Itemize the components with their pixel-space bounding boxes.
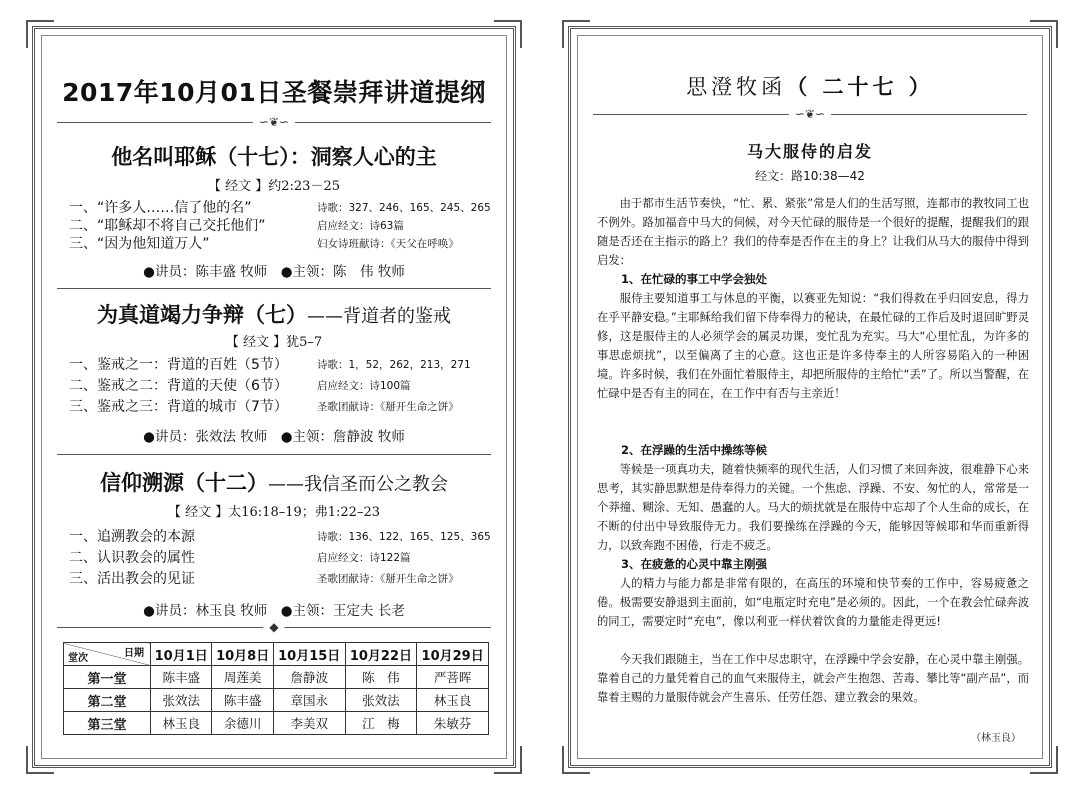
table-cell: 陈丰盛 bbox=[151, 666, 212, 689]
flourish-icon: ∽❦∽ bbox=[789, 107, 831, 121]
article-heading: 3、在疲惫的心灵中靠主刚强 bbox=[621, 557, 768, 571]
sermon-3-choir-anthem: 圣歌团献诗：《掰开生命之饼》 bbox=[317, 573, 459, 585]
article-paragraph: 人的精力与能力都是非常有限的，在高压的环境和快节奏的工作中，容易疲惫之倦。极需要安静退到主面前，如“电瓶定时充电”是必须的。因此，一个在教会忙碌奔波的同工，需要定时“充电”，像以利亚一样伏着饮食的力量能走得更远! bbox=[597, 577, 1029, 628]
sermon-2-responsive-reading: 启应经文：诗100篇 bbox=[317, 380, 411, 392]
date-header: 10月15日 bbox=[273, 643, 345, 666]
sermon-3-responsive-reading: 启应经文：诗122篇 bbox=[317, 552, 411, 564]
bulletin-title: 2017年10月01日圣餐崇拜讲道提纲 bbox=[62, 78, 486, 107]
sermon-2-point-3: 三、鉴戒之三：背道的城市（7节） bbox=[69, 399, 288, 415]
sermon-1-point-2: 二、“耶稣却不将自己交托他们” bbox=[69, 218, 266, 234]
sermon-2-subtitle: ——背道者的鉴戒 bbox=[307, 306, 451, 327]
article-paragraph: 等候是一项真功夫，随着快频率的现代生活，人们习惯了来回奔波，很难静下心来思考，其实静思默想是侍奉得力的关键。一个焦虑、浮躁、不安、匆忙的人，常常是一个莽撞、糊涂、无知、愚蠢的人。马大的烦扰就是在服侍中忘却了个人生命的成长，在不断的付出中导致服侍无力。我们要操练在浮躁的今天，能够因等候耶和华而重新得力，以致奔跑不困倦，行走不疲乏。 bbox=[597, 463, 1029, 552]
article-paragraph: 服侍主要知道事工与休息的平衡，以赛亚先知说：“我们得救在乎归回安息，得力在乎平静安稳。”主耶稣给我们留下侍奉得力的秘诀，在最忙碌的工作后及时退回旷野灵修，这是服侍主的人必须学会的属灵功课，变忙乱为充实。马大“心里忙乱，为许多的事思虑烦扰”，以至偏离了主的心意。这也正是许多侍奉主的人所容易陷入的一种困境。许多时候，我们在外面忙着服侍主，却把所服侍的主给忙“丢”了。所以当警醒，在忙碌中是否有主的同在，在工作中有否与主亲近！ bbox=[597, 292, 1029, 400]
table-cell: 林玉良 bbox=[417, 689, 489, 712]
ornament-divider bbox=[57, 117, 491, 129]
sermon-1-scripture: 【 经文 】约2:23－25 bbox=[208, 179, 340, 194]
column-number: （ 二十七 ） bbox=[786, 75, 934, 99]
table-cell: 陈丰盛 bbox=[212, 689, 273, 712]
sermon-2-title-text: 为真道竭力争辩（七） bbox=[97, 303, 307, 327]
sermon-1-hymns: 诗歌：327、246、165、245、265 bbox=[317, 202, 491, 214]
corner-ornament bbox=[562, 746, 590, 774]
sermon-2-choir-anthem: 圣歌团献诗：《掰开生命之饼》 bbox=[317, 401, 459, 413]
sermon-3-title-text: 信仰溯源（十二） bbox=[100, 471, 268, 495]
flourish-icon: ∽❦∽ bbox=[253, 115, 295, 129]
corner-ornament bbox=[26, 20, 54, 48]
column-title bbox=[571, 71, 1049, 101]
sermon-3-hymns: 诗歌：136、122、165、125、365 bbox=[317, 531, 491, 543]
sermon-3-title bbox=[35, 467, 513, 497]
table-cell: 张效法 bbox=[345, 689, 417, 712]
date-header: 10月1日 bbox=[151, 643, 212, 666]
article-title: 马大服侍的启发 bbox=[746, 142, 873, 161]
sermon-2-point-1: 一、鉴戒之一：背道的百姓（5节） bbox=[69, 357, 288, 373]
corner-ornament bbox=[1030, 20, 1058, 48]
table-header-row bbox=[64, 643, 489, 666]
table-cell: 章国永 bbox=[273, 689, 345, 712]
table-row bbox=[64, 712, 489, 735]
corner-ornament bbox=[494, 746, 522, 774]
sermon-2-title bbox=[35, 299, 513, 329]
sermon-3-scripture: 【 经文 】太16:18–19；弗1:22–23 bbox=[167, 505, 380, 520]
article-heading: 2、在浮躁的生活中操练等候 bbox=[621, 443, 768, 457]
sermon-2-hymns: 诗歌：1，52，262，213，271 bbox=[317, 359, 471, 371]
sermon-2-point-2: 二、鉴戒之二：背道的天使（6节） bbox=[69, 378, 288, 394]
ornament-divider bbox=[593, 109, 1027, 121]
date-header: 10月29日 bbox=[417, 643, 489, 666]
column-title-text: 思澄牧函 bbox=[686, 75, 787, 99]
corner-service-label: 堂次 bbox=[68, 653, 88, 664]
table-cell: 朱敏芬 bbox=[417, 712, 489, 735]
divider-line bbox=[57, 449, 491, 461]
sermon-1-title bbox=[35, 141, 513, 171]
table-cell: 严菩晖 bbox=[417, 666, 489, 689]
corner-date-label: 日期 bbox=[124, 648, 144, 659]
sermon-1-point-1: 一、“许多人……信了他的名” bbox=[69, 200, 252, 216]
sermon-1-speaker: ●讲员：陈丰盛 牧师 ●主领：陈 伟 牧师 bbox=[143, 264, 405, 280]
table-row bbox=[64, 666, 489, 689]
divider-line bbox=[57, 283, 491, 295]
table-cell: 陈 伟 bbox=[345, 666, 417, 689]
article-paragraph: 由于都市生活节奏快，“忙、累、紧张”常是人们的生活写照，连都市的教牧同工也不例外。路加福音中马大的伺候，对今天忙碌的服侍是一个很好的提醒，提醒我们的跟随是否还在主指示的路上？我们的侍奉是否作在主的身上？让我们从马大的服侍中得到启发： bbox=[597, 197, 1029, 267]
table-row bbox=[64, 689, 489, 712]
date-header: 10月8日 bbox=[212, 643, 273, 666]
table-cell: 周莲美 bbox=[212, 666, 273, 689]
sermon-1-responsive-reading: 启应经文：诗63篇 bbox=[317, 220, 404, 232]
sermon-3-subtitle: ——我信圣而公之教会 bbox=[268, 474, 448, 495]
sermon-3-point-1: 一、追溯教会的本源 bbox=[69, 529, 195, 545]
article-scripture: 经文：路10:38—42 bbox=[755, 169, 865, 183]
table-cell: 林玉良 bbox=[151, 712, 212, 735]
table-cell: 江 梅 bbox=[345, 712, 417, 735]
sermon-1-choir-anthem: 妇女诗班献诗：《天父在呼唤》 bbox=[317, 238, 459, 250]
diamond-icon: ◆ bbox=[263, 620, 284, 634]
corner-ornament bbox=[494, 20, 522, 48]
sermon-1-point-3: 三、“因为他知道万人” bbox=[69, 236, 210, 252]
sermon-1-title-text: 他名叫耶稣（十七）：洞察人心的主 bbox=[111, 145, 437, 169]
table-cell: 詹静波 bbox=[273, 666, 345, 689]
service-label: 第二堂 bbox=[64, 689, 151, 712]
corner-ornament bbox=[26, 746, 54, 774]
article-author: （林玉良） bbox=[971, 733, 1021, 744]
date-header: 10月22日 bbox=[345, 643, 417, 666]
service-label: 第三堂 bbox=[64, 712, 151, 735]
sermon-3-point-3: 三、活出教会的见证 bbox=[69, 571, 195, 587]
sermon-2-speaker: ●讲员：张效法 牧师 ●主领：詹静波 牧师 bbox=[143, 429, 405, 445]
corner-ornament bbox=[1030, 746, 1058, 774]
corner-ornament bbox=[562, 20, 590, 48]
service-label: 第一堂 bbox=[64, 666, 151, 689]
article-paragraph: 今天我们跟随主，当在工作中尽忠职守，在浮躁中学会安静，在心灵中靠主刚强。靠着自己的力量凭着自己的血气来服侍主，就会产生抱怨、苦毒、攀比等“副产品”，而靠着主赐的力量服侍就会产生喜乐、任劳任怨、建立教会的果效。 bbox=[597, 653, 1029, 704]
table-cell: 张效法 bbox=[151, 689, 212, 712]
preacher-schedule-table bbox=[63, 642, 489, 735]
right-page bbox=[568, 26, 1052, 768]
sermon-2-scripture: 【 经文 】犹5–7 bbox=[225, 335, 323, 350]
table-corner-cell bbox=[64, 643, 151, 666]
article-heading: 1、在忙碌的事工中学会独处 bbox=[621, 272, 768, 286]
table-cell: 李美双 bbox=[273, 712, 345, 735]
ornament-divider bbox=[57, 622, 491, 634]
sermon-3-point-2: 二、认识教会的属性 bbox=[69, 550, 195, 566]
left-page bbox=[32, 26, 516, 768]
table-cell: 余德川 bbox=[212, 712, 273, 735]
sermon-3-speaker: ●讲员：林玉良 牧师 ●主领：王定夫 长老 bbox=[143, 603, 405, 619]
